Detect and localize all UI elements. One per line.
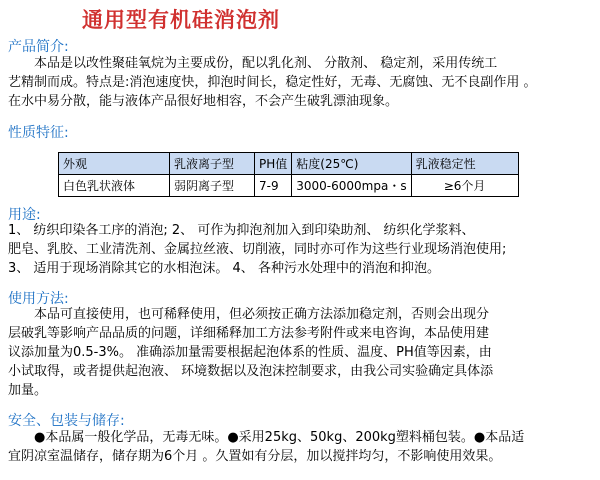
method-line: 本品可直接使用，也可稀释使用，但必须按正确方法添加稳定剂，否则会出现分 [34,307,490,322]
cell-appearance: 白色乳状液体 [59,175,170,197]
safety-line: 宜阴凉室温储存，储存期为6个月 。久置如有分层，加以搅拌均匀，不影响使用效果。 [8,449,502,464]
intro-paragraph [8,54,596,111]
table-row [59,175,519,197]
usage-heading: 用途: [8,207,41,223]
cell-viscosity: 3000-6000mpa・s [292,175,411,197]
intro-line: 在水中易分散，能与液体产品很好地相容，不会产生破乳漂油现象。 [8,94,399,109]
usage-line: 3、 适用于现场消除其它的水相泡沫。 4、 各种污水处理中的消泡和抑泡。 [8,261,440,276]
intro-line: 艺精制而成。特点是:消泡速度快，抑泡时间长，稳定性好，无毒、无腐蚀、无不良副作用 。 [8,75,537,90]
safety-paragraph [8,428,596,466]
cell-ph: 7-9 [255,175,292,197]
cell-stability: ≥6个月 [411,175,518,197]
header-appearance: 外观 [59,153,170,175]
method-heading: 使用方法: [8,291,69,307]
usage-paragraph [8,221,596,278]
header-ph: PH值 [255,153,292,175]
method-line: 议添加量为0.5-3%。 准确添加量需要根据起泡体系的性质、温度、PH值等因素，由 [8,345,492,360]
header-viscosity: 粘度(25℃) [292,153,411,175]
intro-heading: 产品简介: [8,39,69,55]
usage-line: 1、 纺织印染各工序的消泡; 2、 可作为抑泡剂加入到印染助剂、 纺织化学浆料、 [8,223,475,238]
safety-line: ●本品属一般化学品，无毒无味。●采用25kg、50kg、200kg塑料桶包装。●本品适 [34,430,525,445]
page-title: 通用型有机硅消泡剂 [82,8,280,32]
method-paragraph [8,305,596,400]
safety-heading: 安全、包装与储存: [8,413,125,429]
method-line: 层破乳等影响产品品质的问题，详细稀释加工方法参考附件或来电咨询，本品使用建 [8,326,490,341]
method-line: 小试取得，或者提供起泡液、 环境数据以及泡沫控制要求，由我公司实验确定具体添 [8,364,494,379]
method-line: 加量。 [8,383,48,398]
header-stability: 乳液稳定性 [411,153,518,175]
intro-line: 本品是以改性聚硅氧烷为主要成份，配以乳化剂、 分散剂、 稳定剂，采用传统工 [34,56,498,71]
properties-table [58,152,519,197]
usage-line: 肥皂、乳胶、工业清洗剂、金属拉丝液、切削液，同时亦可作为这些行业现场消泡使用; [8,242,507,257]
table-header-row [59,153,519,175]
properties-heading: 性质特征: [8,125,69,141]
cell-ion-type: 弱阴离子型 [170,175,255,197]
header-ion-type: 乳液离子型 [170,153,255,175]
